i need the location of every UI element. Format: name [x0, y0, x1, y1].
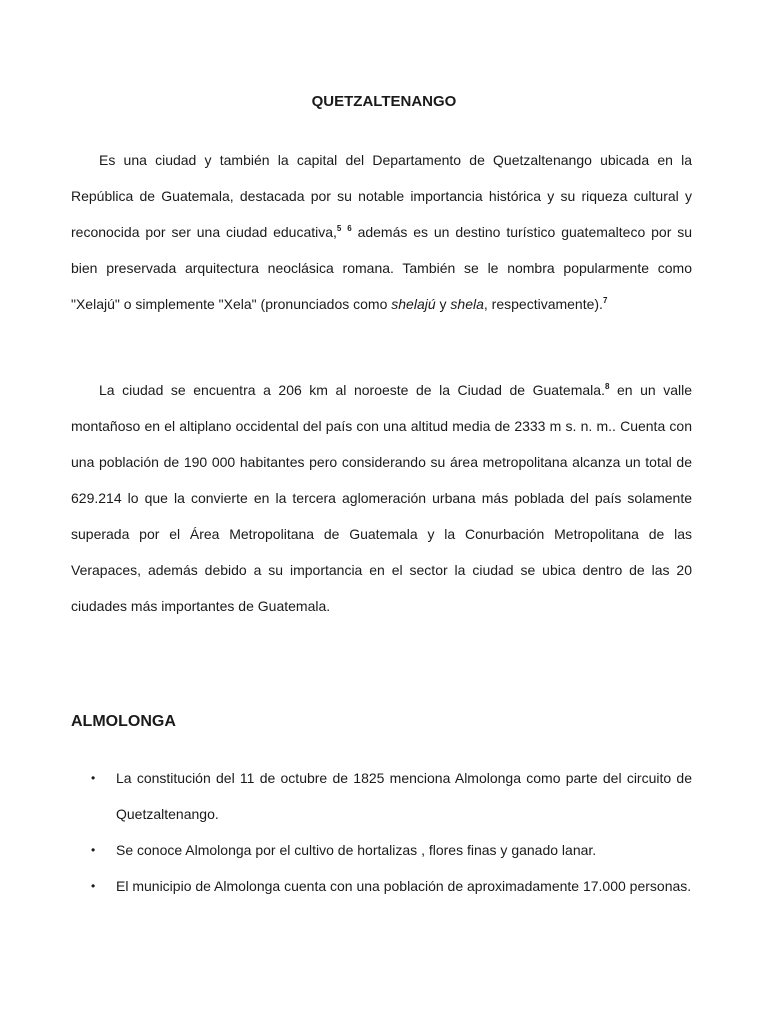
- paragraph-quetzaltenango-intro: [71, 142, 692, 322]
- section-title-almolonga: ALMOLONGA: [71, 713, 176, 730]
- list-item: [71, 868, 692, 904]
- paragraph-quetzaltenango-location: [71, 372, 692, 624]
- list-item: [71, 832, 692, 868]
- footnote-ref-6: 6: [347, 224, 352, 233]
- list-item: [71, 760, 692, 832]
- bullet-icon: •: [91, 843, 96, 857]
- paragraph-text: La ciudad se encuentra a 206 km al noroeste de la Ciudad de Guatemala.: [99, 382, 605, 398]
- paragraph-text: , respectivamente).: [483, 296, 603, 312]
- footnote-ref-8: 8: [604, 382, 610, 391]
- paragraph-text: además es un destino turístico guatemalteco por su bien preservada arquitectura neoclásica romana. También se le nombra popularmente como "Xelajú" o simplemente "Xela" (pronunciados como: [71, 224, 693, 312]
- bullet-icon: •: [91, 771, 96, 785]
- list-item-text: Se conoce Almolonga por el cultivo de hortalizas , flores finas y ganado lanar.: [116, 842, 597, 858]
- pronunciation-shelaju: shelajú: [391, 296, 436, 312]
- bullet-icon: •: [91, 879, 96, 893]
- footnote-ref-5: 5: [336, 224, 342, 233]
- almolonga-bullet-list: [71, 760, 692, 904]
- section-title-quetzaltenango: QUETZALTENANGO: [311, 93, 457, 110]
- paragraph-text: Es una ciudad y también la capital del Departamento de Quetzaltenango ubicada en la República de Guatemala, destacada por su notable importancia histórica y su riqueza cultural y reconocida por ser una ciudad educativa,: [71, 152, 692, 240]
- pronunciation-shela: shela: [450, 296, 484, 312]
- list-item-text: La constitución del 11 de octubre de 1825 menciona Almolonga como parte del circuito de Quetzaltenango.: [116, 770, 692, 822]
- paragraph-text: en un valle montañoso en el altiplano occidental del país con una altitud media de 2333 m s. n. m.. Cuenta con una población de 190 000 habitantes pero considerando su área metropolitana alcanza un total de 629.214 lo que la convierte en la tercera aglomeración urbana más poblada del país solamente superada por el Área Metropolitana de Guatemala y la Conurbación Metropolitana de las Verapaces, además debido a su importancia en el sector la ciudad se ubica dentro de las 20 ciudades más importantes de Guatemala.: [71, 382, 692, 614]
- footnote-ref-7: 7: [602, 296, 608, 305]
- paragraph-text: y: [435, 296, 451, 312]
- list-item-text: El municipio de Almolonga cuenta con una población de aproximadamente 17.000 personas.: [116, 878, 692, 894]
